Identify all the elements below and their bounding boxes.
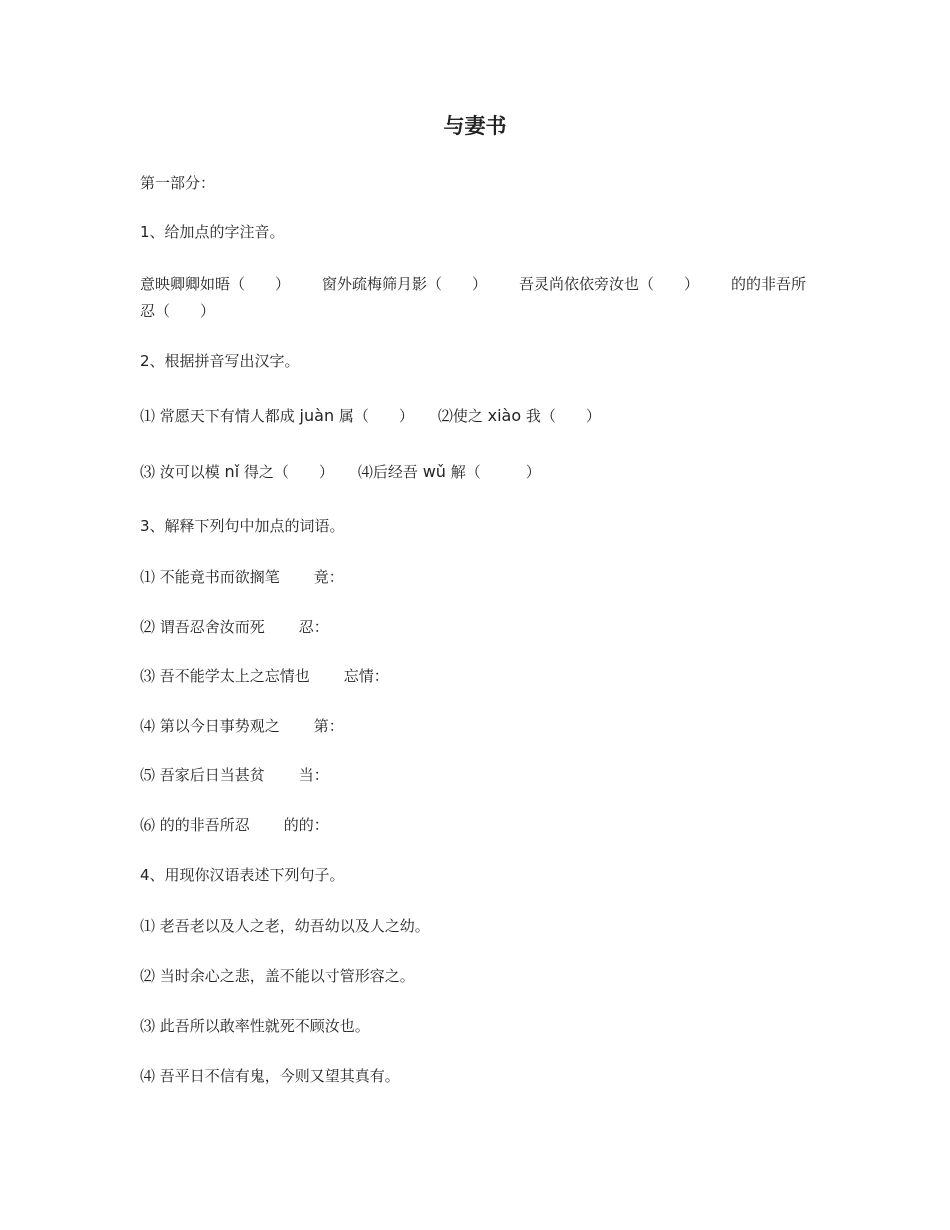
q3-item	[140, 564, 820, 590]
q3-item-sentence: ⑴ 不能竟书而欲搁笔	[140, 568, 280, 586]
q2-item-1-pinyin: juàn	[299, 406, 335, 425]
q2-item-3-post: 得之（ ）	[239, 463, 334, 481]
q2-item-3-pre: ⑶ 汝可以模	[140, 463, 225, 481]
q3-item-sentence: ⑸ 吾家后日当甚贫	[140, 766, 265, 784]
q2-item-1-pre: ⑴ 常愿天下有情人都成	[140, 407, 300, 425]
q3-item-sentence: ⑹ 的的非吾所忍	[140, 816, 250, 834]
part-label: 第一部分：	[140, 174, 216, 192]
q2-item-4-pre: ⑷后经吾	[357, 463, 423, 481]
q4-item: ⑴ 老吾老以及人之老，幼吾幼以及人之幼。	[140, 917, 430, 935]
q1-items	[140, 271, 820, 297]
q3-item-word: 忘情：	[343, 667, 389, 685]
q3-heading: 3、解释下列句中加点的词语。	[140, 517, 345, 535]
q4-item: ⑷ 吾平日不信有鬼，今则又望其真有。	[140, 1067, 400, 1085]
q1-item-3: 吾灵尚依依旁汝也（ ）	[519, 275, 700, 293]
q1-item-4-tail: 忍（ ）	[140, 302, 216, 320]
page-title: 与妻书	[443, 114, 507, 138]
q2-item-1-post: 属（ ）	[334, 407, 414, 425]
q4-item: ⑶ 此吾所以敢率性就死不顾汝也。	[140, 1017, 370, 1035]
q4-heading: 4、用现你汉语表述下列句子。	[140, 866, 345, 884]
q1-item-1: 意映卿卿如晤（ ）	[140, 275, 291, 293]
q2-item-3-pinyin: nǐ	[224, 462, 240, 481]
q3-item-word: 当：	[298, 766, 329, 784]
q2-item-2-pinyin: xiào	[487, 406, 522, 425]
q2-item-2-pre: ⑵使之	[437, 407, 488, 425]
q3-item-sentence: ⑶ 吾不能学太上之忘情也	[140, 667, 310, 685]
q3-item-word: 第：	[313, 717, 344, 735]
q2-item-2-post: 我（ ）	[521, 407, 601, 425]
q3-item	[140, 762, 820, 788]
q3-item	[140, 713, 820, 739]
q3-item	[140, 663, 820, 689]
q3-item	[140, 812, 820, 838]
q2-item-4-post: 解（ ）	[445, 463, 541, 481]
q4-item: ⑵ 当时余心之悲，盖不能以寸管形容之。	[140, 967, 415, 985]
q3-item-word: 竟：	[313, 568, 344, 586]
q3-item-word: 的的：	[283, 816, 329, 834]
q3-item-sentence: ⑷ 第以今日事势观之	[140, 717, 280, 735]
q2-row-2	[140, 459, 820, 485]
q3-item-sentence: ⑵ 谓吾忍舍汝而死	[140, 618, 265, 636]
q2-item-4-pinyin: wǔ	[422, 462, 446, 481]
q2-row-1	[140, 403, 820, 429]
q2-heading: 2、根据拼音写出汉字。	[140, 352, 300, 370]
q3-item-word: 忍：	[298, 618, 329, 636]
q1-item-4: 的的非吾所	[731, 275, 807, 293]
q1-heading: 1、给加点的字注音。	[140, 223, 285, 241]
q3-item	[140, 614, 820, 640]
q1-item-2: 窗外疏梅筛月影（ ）	[322, 275, 488, 293]
